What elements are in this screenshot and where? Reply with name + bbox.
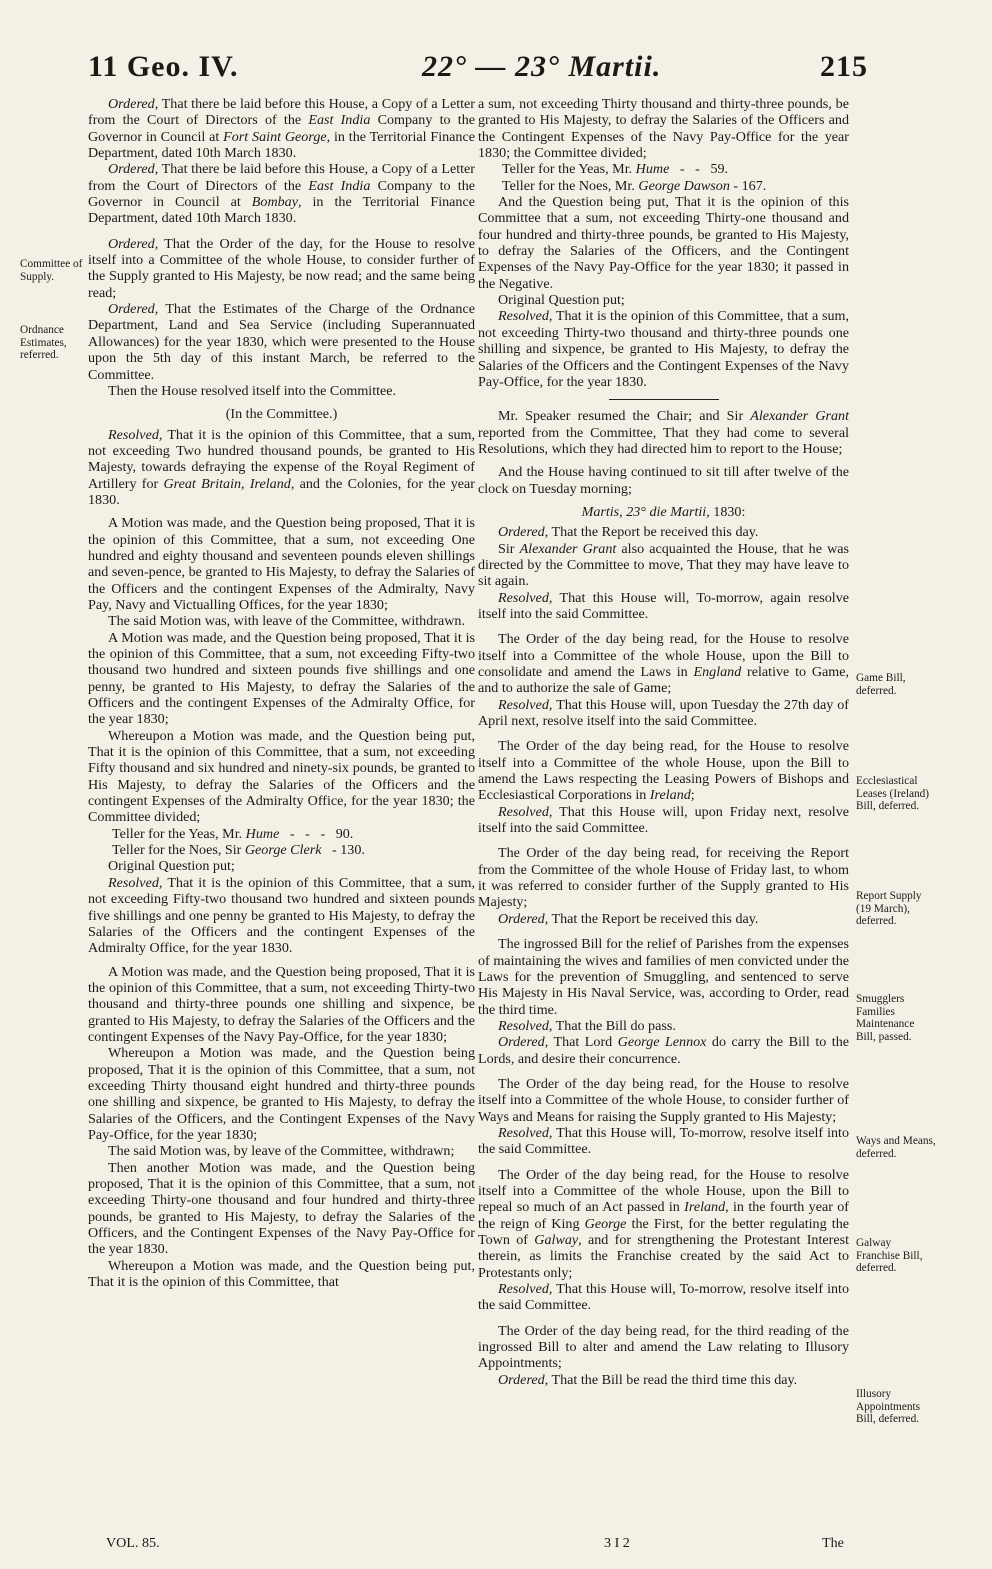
paragraph: And the Question being put, That it is the opinion of this Committee that a sum, not exceeding Thirty-one thousand and four hundred and thirty-three pounds, be granted to His Majesty, to defray the Salaries of the Officers, and the Contingent Expenses of the Navy Pay-Office for the year 1830; it passed in the Negative. <box>478 194 849 292</box>
paragraph: And the House having continued to sit till after twelve of the clock on Tuesday morning; <box>478 464 849 497</box>
paragraph: The said Motion was, with leave of the Committee, withdrawn. <box>108 613 465 630</box>
paragraph: Resolved, That it is the opinion of this Committee, that a sum, not exceeding Thirty-two thousand and thirty-three pounds one shilling and sixpence, be granted to His Majesty, to defray the Salaries of the Officers and the Contingent Expenses of the Navy Pay-Office, for the year 1830. <box>478 308 849 390</box>
header-regnal-year: 11 Geo. IV. <box>88 50 239 83</box>
paragraph: A Motion was made, and the Question being proposed, That it is the opinion of this Committee, that a sum, not exceeding Fifty-two thousand two hundred and sixteen pounds five shillings and one penny, be granted to His Majesty, to defray the Salaries of the Officers and the contingent Expenses of the Admiralty Office, for the year 1830; <box>88 629 475 728</box>
paragraph: Ordered, That there be laid before this House, a Copy of a Letter from the Court of Directors of the East India Company to the Governor in Council at Fort Saint George, in the Territorial Finance Department, dated 10th March 1830. <box>88 96 475 162</box>
paragraph: Ordered, That the Report be received this day. <box>498 524 759 541</box>
paragraph: The Order of the day being read, for the House to resolve itself into a Committee of the whole House, upon the Bill to consolidate and amend the Laws in England relative to Game, and to authorize the sale of Game; <box>478 631 849 697</box>
paragraph: Ordered, That the Order of the day, for the House to resolve itself into a Committee of the whole House, to consider further of the Supply granted to His Majesty, be now read; and the same being read; <box>88 235 475 301</box>
paragraph: Resolved, That this House will, To-morrow, resolve itself into the said Committee. <box>478 1281 849 1314</box>
paragraph: The Order of the day being read, for the House to resolve itself into a Committee of the whole House, upon the Bill to amend the Laws respecting the Leasing Powers of Bishops and Ecclesiastical Corporations in Ireland; <box>478 738 849 804</box>
volume-number: VOL. 85. <box>106 1535 160 1551</box>
paragraph: Resolved, That this House will, upon Friday next, resolve itself into the said Committee. <box>478 803 849 837</box>
paragraph: a sum, not exceeding Thirty thousand and thirty-three pounds, be granted to His Majesty, to defray the Salaries of the Officers and the Contingent Expenses of the Navy Pay-Office for the year 1830; the Committee divided; <box>478 96 849 162</box>
paragraph: Whereupon a Motion was made, and the Question being put, That it is the opinion of this Committee, that a sum, not exceeding Fifty thousand and six hundred and ninety-six pounds, be granted to His Majesty, to defray the Salaries of the Officers and the contingent Expenses of the Admiralty Office, for the year 1830; the Committee divided; <box>88 727 475 826</box>
section-heading: Martis, 23° die Martii, 1830: <box>581 503 746 520</box>
margin-note-ordnance-estimates: Ordnance Estimates, referred. <box>20 324 67 362</box>
margin-note-galway-franchise: Galway Franchise Bill, deferred. <box>856 1237 923 1275</box>
left-column <box>88 96 475 1290</box>
margin-note-illusory-appointments: Illusory Appointments Bill, deferred. <box>856 1388 921 1426</box>
teller-line: Teller for the Noes, Sir George Clerk - 130. <box>112 842 365 859</box>
paragraph: The ingrossed Bill for the relief of Parishes from the expenses of maintaining the wives and families of men convicted under the Laws for the prevention of Smuggling, and sentenced to serve His Majesty in His Naval Service, was, according to Order, read the third time. <box>478 936 849 1018</box>
margin-note-ecclesiastical-leases: Ecclesiastical Leases (Ireland) Bill, deferred. <box>856 775 930 813</box>
paragraph: Resolved, That it is the opinion of this Committee, that a sum, not exceeding Fifty-two thousand two hundred and sixteen pounds five shillings and one penny be granted to His Majesty, to defray the Salaries of the Officers and the contingent Expenses of the Admiralty Office, for the year 1830. <box>88 874 475 957</box>
paragraph: A Motion was made, and the Question being proposed, That it is the opinion of this Committee, that a sum, not exceeding One hundred and eighty thousand and seventeen pounds eleven shillings and seven-pence, be granted to His Majesty, to defray the Salaries of the Officers and the contingent Expenses of the Admiralty, Navy Pay, Navy and Victualling Offices, for the year 1830; <box>88 515 475 613</box>
paragraph: Whereupon a Motion was made, and the Question being put, That it is the opinion of this Committee, that <box>88 1257 475 1291</box>
paragraph: Original Question put; <box>108 858 235 875</box>
section-heading: (In the Committee.) <box>225 406 338 423</box>
catchword: The <box>822 1535 844 1551</box>
paragraph: Ordered, That Lord George Lennox do carry the Bill to the Lords, and desire their concurrence. <box>478 1034 849 1067</box>
paragraph: Ordered, That the Bill be read the third time this day. <box>498 1371 798 1388</box>
paragraph: Original Question put; <box>498 292 625 309</box>
paragraph: Resolved, That this House will, To-morrow, again resolve itself into the said Committee. <box>478 589 849 622</box>
right-column <box>478 96 849 1388</box>
paragraph: Ordered, That there be laid before this House, a Copy of a Letter from the Court of Directors of the East India Company to the Governor in Council at Bombay, in the Territorial Finance Department, dated 10th March 1830. <box>88 161 475 227</box>
paragraph: Sir Alexander Grant also acquainted the House, that he was directed by the Committee to move, That they may have leave to sit again. <box>478 540 849 590</box>
paragraph: The Order of the day being read, for receiving the Report from the Committee of the whole House of Friday last, to whom it was referred to consider further of the Supply granted to His Majesty; <box>478 845 849 911</box>
paragraph: Ordered, That the Report be received this day. <box>498 910 759 927</box>
paragraph: The said Motion was, by leave of the Committee, withdrawn; <box>108 1143 455 1160</box>
page-number: 215 <box>820 50 868 83</box>
margin-note-report-supply: Report Supply (19 March), deferred. <box>856 890 922 928</box>
header-date: 22° — 23° Martii. <box>422 50 662 83</box>
paragraph: The Order of the day being read, for the third reading of the ingrossed Bill to alter and amend the Law relating to Illusory Appointments; <box>478 1322 849 1372</box>
paragraph: Whereupon a Motion was made, and the Question being proposed, That it is the opinion of this Committee, that a sum, not exceeding Thirty thousand eight hundred and thirty-three pounds one shilling and sixpence, be granted to His Majesty, to defray the Salaries of the Officers, and the Contingent Expenses of the Navy Pay-Office, for the year 1830; <box>88 1045 475 1143</box>
signature-mark: 3 I 2 <box>604 1535 630 1551</box>
paragraph: Resolved, That this House will, upon Tuesday the 27th day of April next, resolve itself into the said Committee. <box>478 696 849 730</box>
paragraph: A Motion was made, and the Question being proposed, That it is the opinion of this Committee, that a sum, not exceeding Thirty-two thousand and thirty-three pounds one shilling and sixpence, be granted to His Majesty, to defray the Salaries of the Officers and the contingent Expenses of the Navy Pay-Office, for the year 1830; <box>88 963 475 1045</box>
paragraph: Then the House resolved itself into the Committee. <box>108 382 397 399</box>
teller-line: Teller for the Yeas, Mr. Hume - - - 90. <box>112 825 354 842</box>
paragraph: Resolved, That this House will, To-morrow, resolve itself into the said Committee. <box>478 1124 849 1158</box>
margin-note-committee-of-supply: Committee of Supply. <box>20 258 83 283</box>
margin-note-game-bill: Game Bill, deferred. <box>856 672 906 697</box>
teller-line: Teller for the Noes, Mr. George Dawson - 167. <box>502 177 767 194</box>
teller-line: Teller for the Yeas, Mr. Hume - - 59. <box>502 161 729 178</box>
paragraph: Resolved, That the Bill do pass. <box>498 1017 676 1034</box>
paragraph: The Order of the day being read, for the House to resolve itself into a Committee of the whole House, upon the Bill to repeal so much of an Act passed in Ireland, in the fourth year of the reign of King George the First, for the better regulating the Town of Galway, and for strengthening the Protestant Interest therein, as limits the Franchise created by the said Act to Protestants only; <box>478 1166 849 1281</box>
paragraph: Mr. Speaker resumed the Chair; and Sir Alexander Grant reported from the Committee, That they had come to several Resolutions, which they had directed him to report to the House; <box>478 408 849 457</box>
paragraph: Resolved, That it is the opinion of this Committee, that a sum, not exceeding Two hundred thousand pounds, be granted to His Majesty, towards defraying the expense of the Royal Regiment of Artillery for Great Britain, Ireland, and the Colonies, for the year 1830. <box>88 426 475 508</box>
paragraph: Ordered, That the Estimates of the Charge of the Ordnance Department, Land and Sea Service (including Superannuated Allowances) for the year 1830, which were presented to the House upon the 5th day of this instant March, be referred to the Committee. <box>88 301 475 383</box>
running-header <box>0 50 992 98</box>
paragraph: The Order of the day being read, for the House to resolve itself into a Committee of the whole House, to consider further of Ways and Means for raising the Supply granted to His Majesty; <box>478 1075 849 1125</box>
margin-note-ways-and-means: Ways and Means, deferred. <box>856 1135 936 1160</box>
margin-note-smugglers-bill: Smugglers Families Maintenance Bill, passed. <box>856 993 915 1043</box>
paragraph: Then another Motion was made, and the Question being proposed, That it is the opinion of this Committee, that a sum, not exceeding Thirty-one thousand and four hundred and thirty-three pounds, be granted to His Majesty, to defray the Salaries of the Officers, and the Contingent Expenses of the Navy Pay-Office for the year 1830. <box>88 1159 475 1258</box>
section-rule <box>609 399 719 400</box>
